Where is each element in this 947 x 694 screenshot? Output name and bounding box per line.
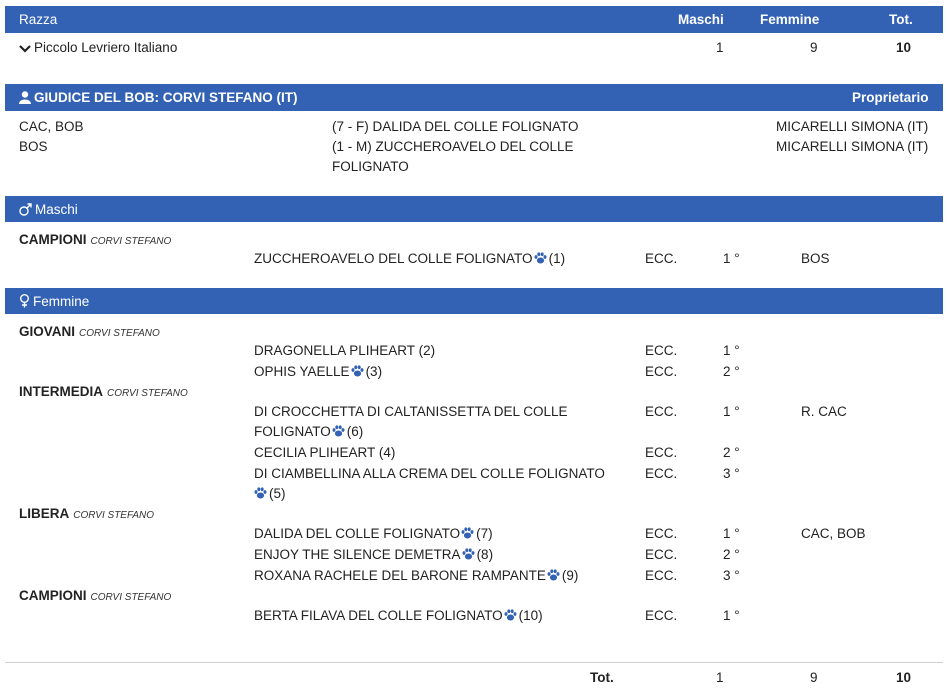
entry-dog[interactable]: DI CROCCHETTA DI CALTANISSETTA DEL COLLE: [254, 404, 568, 419]
entry-grade: ECC.: [645, 251, 678, 266]
paw-icon: [351, 365, 364, 377]
user-icon: [19, 91, 31, 104]
entry-place: 1 °: [723, 343, 740, 358]
entry-place: 2 °: [723, 364, 740, 379]
totals-females: 9: [810, 670, 818, 685]
class-label: CAMPIONI CORVI STEFANO: [19, 232, 172, 247]
award-label: CAC, BOB: [19, 119, 84, 134]
judge-header: [5, 84, 943, 111]
entry-grade: ECC.: [645, 526, 678, 541]
chevron-down-icon[interactable]: [19, 44, 31, 54]
entry-dog[interactable]: DRAGONELLA PLIHEART (2): [254, 343, 436, 358]
breed-table-header: [5, 6, 943, 33]
owner-column-header: Proprietario: [852, 90, 929, 105]
paw-icon: [534, 252, 547, 264]
entry-grade: ECC.: [645, 466, 678, 481]
entry-place: 1 °: [723, 404, 740, 419]
entry-grade: ECC.: [645, 608, 678, 623]
paw-icon: [547, 569, 560, 581]
female-icon: [19, 294, 30, 308]
entry-dog[interactable]: DALIDA DEL COLLE FOLIGNATO (7): [254, 526, 493, 541]
entry-place: 3 °: [723, 568, 740, 583]
judge-title: GIUDICE DEL BOB: CORVI STEFANO (IT): [19, 90, 298, 105]
entry-dog[interactable]: DI CIAMBELLINA ALLA CREMA DEL COLLE FOLIGNATO: [254, 466, 605, 481]
breed-column-header: Razza: [19, 12, 58, 27]
males-section-header: [5, 196, 943, 222]
entry-dog[interactable]: ROXANA RACHELE DEL BARONE RAMPANTE (9): [254, 568, 579, 583]
class-judge: CORVI STEFANO: [90, 236, 172, 247]
award-label: BOS: [19, 139, 48, 154]
award-dog[interactable]: (1 - M) ZUCCHEROAVELO DEL COLLE: [332, 139, 574, 154]
entry-grade: ECC.: [645, 547, 678, 562]
females-column-header: Femmine: [760, 12, 820, 27]
entry-grade: ECC.: [645, 343, 678, 358]
breed-females-count: 9: [810, 40, 818, 55]
males-column-header: Maschi: [678, 12, 724, 27]
breed-males-count: 1: [716, 40, 724, 55]
award-dog-continued[interactable]: FOLIGNATO: [332, 159, 409, 174]
award-dog[interactable]: (7 - F) DALIDA DEL COLLE FOLIGNATO: [332, 119, 579, 134]
award-owner: MICARELLI SIMONA (IT): [776, 119, 929, 134]
class-label: INTERMEDIA CORVI STEFANO: [19, 384, 188, 399]
entry-dog[interactable]: CECILIA PLIHEART (4): [254, 445, 396, 460]
paw-icon: [254, 487, 267, 499]
totals-label: Tot.: [590, 670, 614, 685]
entry-grade: ECC.: [645, 568, 678, 583]
class-label: LIBERA CORVI STEFANO: [19, 506, 155, 521]
breed-row[interactable]: [19, 40, 177, 55]
entry-place: 2 °: [723, 445, 740, 460]
paw-icon: [332, 425, 345, 437]
entry-place: 1 °: [723, 608, 740, 623]
total-column-header: Tot.: [889, 12, 913, 27]
male-icon: [19, 203, 32, 216]
entry-title: R. CAC: [801, 404, 847, 419]
class-judge: CORVI STEFANO: [73, 510, 155, 521]
entry-place: 1 °: [723, 251, 740, 266]
totals-males: 1: [716, 670, 724, 685]
females-section-header: [5, 288, 943, 314]
males-section-title: Maschi: [35, 202, 78, 217]
entry-dog[interactable]: BERTA FILAVA DEL COLLE FOLIGNATO (10): [254, 608, 543, 623]
breed-name: Piccolo Levriero Italiano: [34, 40, 178, 55]
class-label: GIOVANI CORVI STEFANO: [19, 324, 160, 339]
entry-place: 1 °: [723, 526, 740, 541]
totals-total: 10: [896, 670, 912, 685]
totals-divider: [5, 662, 943, 663]
entry-grade: ECC.: [645, 445, 678, 460]
entry-dog-continued[interactable]: (5): [254, 486, 286, 501]
entry-place: 2 °: [723, 547, 740, 562]
class-judge: CORVI STEFANO: [90, 592, 172, 603]
entry-grade: ECC.: [645, 364, 678, 379]
breed-total-count: 10: [896, 40, 912, 55]
paw-icon: [462, 548, 475, 560]
entry-dog-continued[interactable]: FOLIGNATO (6): [254, 424, 364, 439]
paw-icon: [504, 609, 517, 621]
entry-grade: ECC.: [645, 404, 678, 419]
entry-dog[interactable]: ZUCCHEROAVELO DEL COLLE FOLIGNATO (1): [254, 251, 566, 266]
females-section-title: Femmine: [33, 294, 90, 309]
entry-dog[interactable]: ENJOY THE SILENCE DEMETRA (8): [254, 547, 494, 562]
paw-icon: [461, 527, 474, 539]
entry-title: BOS: [801, 251, 830, 266]
class-judge: CORVI STEFANO: [79, 328, 160, 339]
class-label: CAMPIONI CORVI STEFANO: [19, 588, 172, 603]
entry-place: 3 °: [723, 466, 740, 481]
entry-title: CAC, BOB: [801, 526, 866, 541]
entry-dog[interactable]: OPHIS YAELLE (3): [254, 364, 383, 379]
class-judge: CORVI STEFANO: [107, 388, 188, 399]
award-owner: MICARELLI SIMONA (IT): [776, 139, 929, 154]
